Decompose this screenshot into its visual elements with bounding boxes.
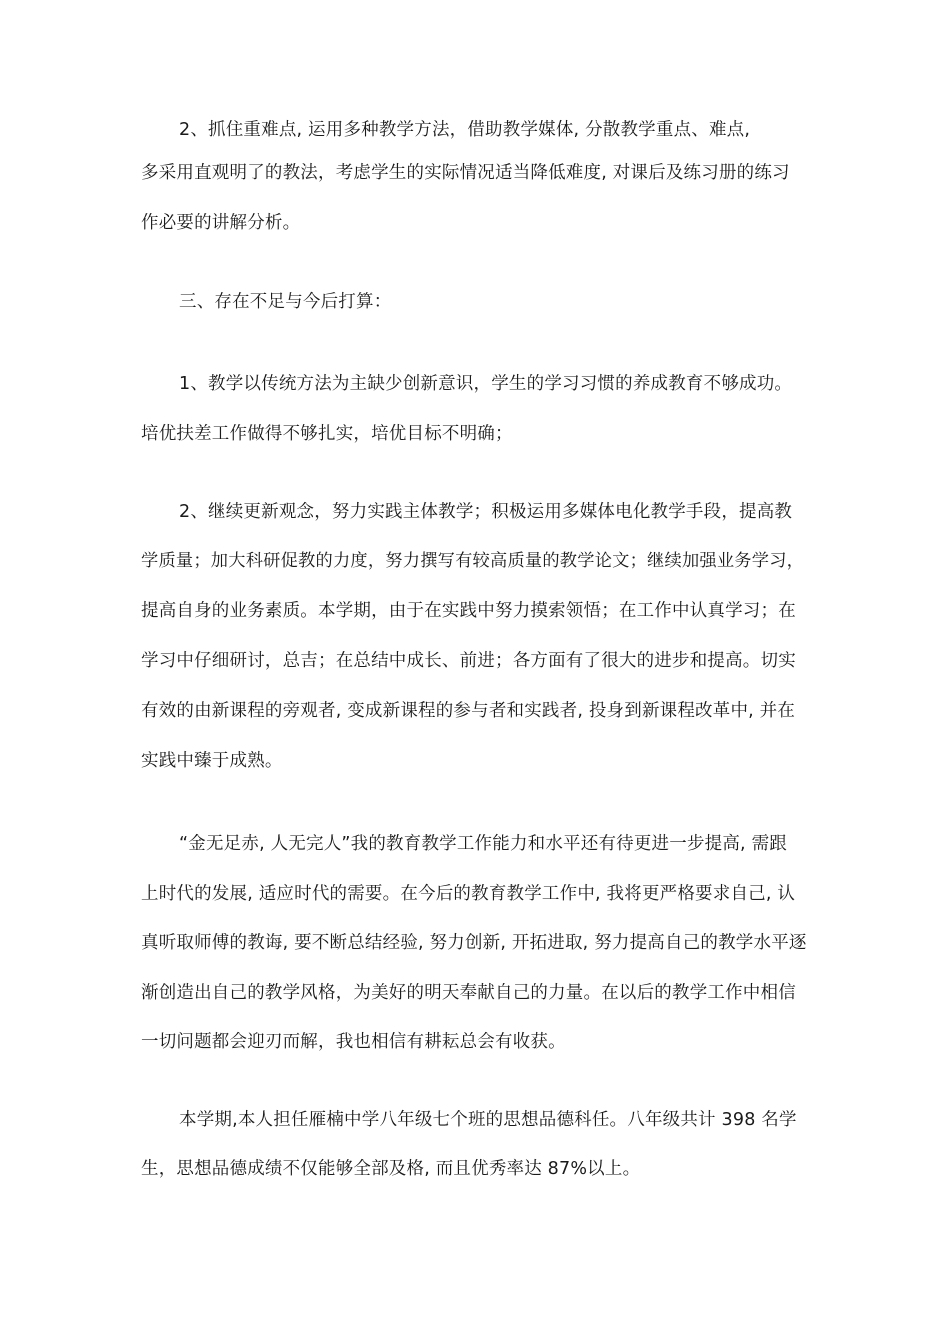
paragraph-line: 1、教学以传统方法为主缺少创新意识，学生的学习习惯的养成教育不够成功。 [179, 374, 793, 394]
paragraph-line: 本学期,本人担任雁楠中学八年级七个班的思想品德科任。八年级共计 398 名学 [179, 1110, 797, 1130]
paragraph-line: 真听取师傅的教诲, 要不断总结经验, 努力创新, 开拓进取, 努力提高自己的教学水平逐 [141, 933, 807, 953]
section-heading: 三、存在不足与今后打算： [179, 292, 392, 312]
paragraph-line: 多采用直观明了的教法，考虑学生的实际情况适当降低难度, 对课后及练习册的练习 [141, 163, 790, 183]
paragraph-line: 学质量；加大科研促教的力度，努力撰写有较高质量的教学论文；继续加强业务学习， [141, 551, 805, 571]
paragraph-line: “金无足赤, 人无完人”我的教育教学工作能力和水平还有待更进一步提高, 需跟 [179, 834, 787, 854]
paragraph-line: 2、抓住重难点, 运用多种教学方法，借助教学媒体, 分散教学重点、难点, [179, 120, 751, 140]
paragraph-line: 渐创造出自己的教学风格，为美好的明天奉献自己的力量。在以后的教学工作中相信 [141, 983, 796, 1003]
paragraph-line: 上时代的发展, 适应时代的需要。在今后的教育教学工作中, 我将更严格要求自己, 认 [141, 884, 796, 904]
paragraph-line: 培优扶差工作做得不够扎实，培优目标不明确； [141, 424, 513, 444]
paragraph-line: 生，思想品德成绩不仅能够全部及格, 而且优秀率达 87%以上。 [141, 1159, 641, 1179]
paragraph-line: 实践中臻于成熟。 [141, 751, 283, 771]
paragraph-line: 一切问题都会迎刃而解，我也相信有耕耘总会有收获。 [141, 1032, 566, 1052]
paragraph-line: 提高自身的业务素质。本学期，由于在实践中努力摸索领悟；在工作中认真学习；在 [141, 601, 796, 621]
paragraph-line: 有效的由新课程的旁观者, 变成新课程的参与者和实践者, 投身到新课程改革中, 并在 [141, 701, 796, 721]
paragraph-line: 2、继续更新观念，努力实践主体教学；积极运用多媒体电化教学手段，提高教 [179, 502, 793, 522]
paragraph-line: 学习中仔细研讨，总吉；在总结中成长、前进；各方面有了很大的进步和提高。切实 [141, 651, 796, 671]
paragraph-line: 作必要的讲解分析。 [141, 213, 301, 233]
